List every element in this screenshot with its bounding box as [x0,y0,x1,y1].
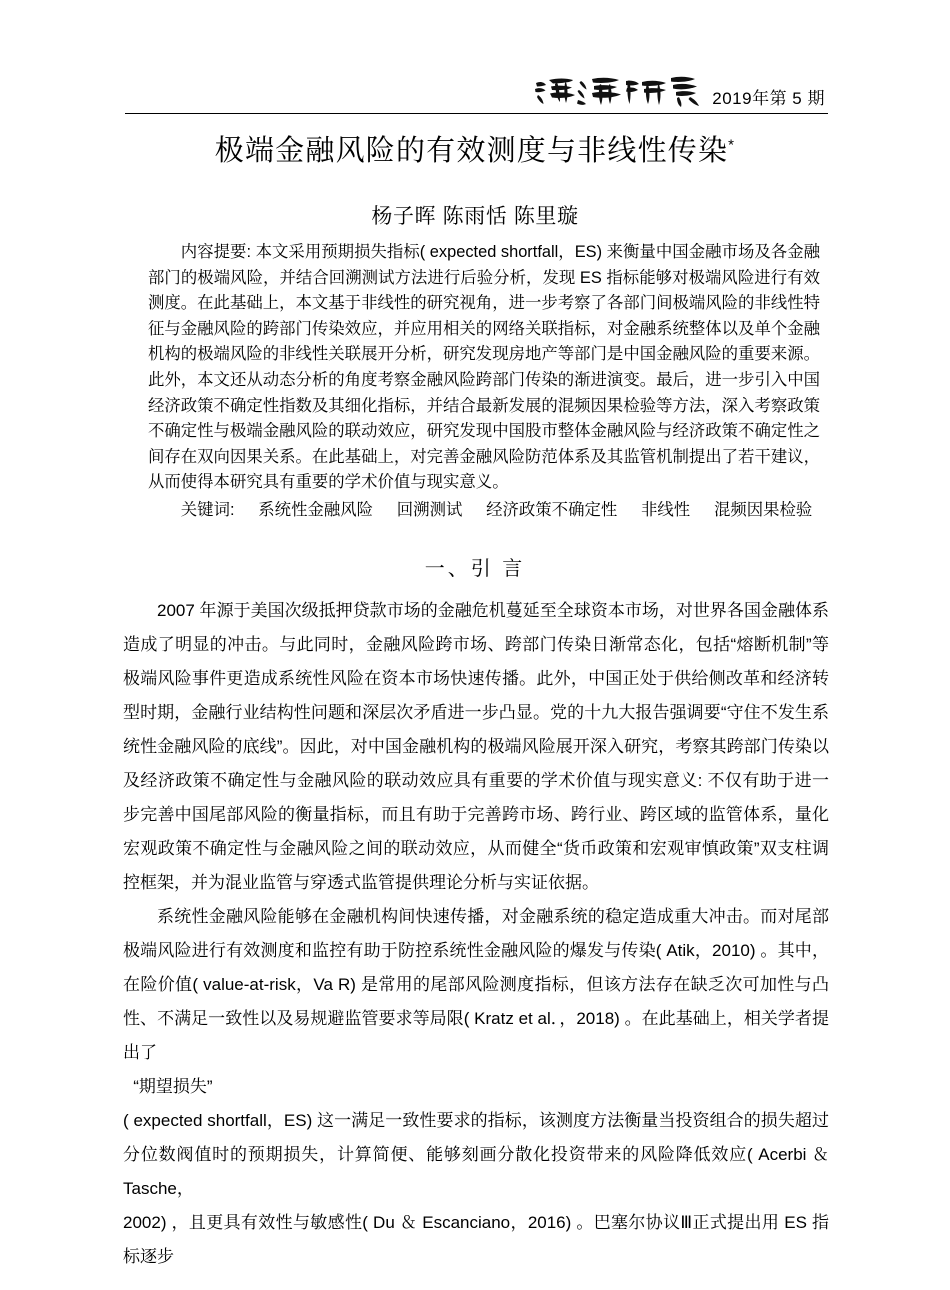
abstract-text: 内容提要: 本文采用预期损失指标( expected shortfall，ES) 来衡量中国金融市场及各金融部门的极端风险，并结合回溯测试方法进行后验分析，发现 ES 指标能够对极端风险进行有效测度。在此基础上，本文基于非线性的研究视角，进一步考察了各部门间极端风险的非线性特征与金融风险的跨部门传染效应，并应用相关的网络关联指标，对金融系统整体以及单个金融机构的极端风险的非线性关联展开分析，研究发现房地产等部门是中国金融风险的重要来源。此外，本文还从动态分析的角度考察金融风险跨部门传染的渐进演变。最后，进一步引入中国经济政策不确定性指数及其细化指标，并结合最新发展的混频因果检验等方法，深入考察政策不确定性与极端金融风险的联动效应，研究发现中国股市整体金融风险与经济政策不确定性之间存在双向因果关系。在此基础上，对完善金融风险防范体系及其监管机制提出了若干建议，从而使得本研究具有重要的学术价值与现实意义。 [148,243,821,492]
masthead-divider [125,113,828,114]
page-title [0,134,950,169]
keyword-item-2: 经济政策不确定性 [486,500,618,519]
keyword-item-4: 混频因果检验 [713,500,813,519]
keyword-item-3: 非线性 [641,500,691,519]
journal-logo-icon [531,70,706,110]
keyword-item-1: 回溯测试 [396,500,463,519]
issue-label: 2019年第 5 期 [712,89,825,108]
body-paragraph-2: 系统性金融风险能够在金融机构间快速传播，对金融系统的稳定造成重大冲击。而对尾部极端风险进行有效测度和监控有助于防控系统性金融风险的爆发与传染( Atik，2010) 。其中，在险价值( value-at-risk，Va R) 是常用的尾部风险测度指标，但该方法存在缺乏次可加性与凸性、不满足一致性以及易规避监管要求等局限( Kratz et al．，2018) 。在此基础上，相关学者提出了 [123,907,829,1062]
author-list: 杨子晖 陈雨恬 陈里璇 [371,205,579,228]
body-paragraph-2-line-b: ( expected shortfall，ES) 这一满足一致性要求的指标，该测度方法衡量当投资组合的损失超过分位数阀值时的预期损失，计算简便、能够刻画分散化投资带来的风险降低效应( Acerbi ＆ Tasche， [123,1111,829,1198]
body-paragraph-2-line-c: 2002) ，且更具有效性与敏感性( Du ＆ Escanciano，2016) 。巴塞尔协议Ⅲ正式提出用 ES 指标逐步 [123,1213,829,1266]
section-heading-introduction: 一、引 言 [424,558,526,580]
keywords-label: 关键词: [180,500,235,519]
keywords-line [148,498,820,524]
abstract-section [148,240,820,524]
body-content [123,594,829,1274]
body-paragraph-1: 2007 年源于美国次级抵押贷款市场的金融危机蔓延至全球资本市场，对世界各国金融体系造成了明显的冲击。与此同时，金融风险跨市场、跨部门传染日渐常态化，包括“熔断机制”等极端风险事件更造成系统性风险在资本市场快速传播。此外，中国正处于供给侧改革和经济转型时期，金融行业结构性问题和深层次矛盾进一步凸显。党的十九大报告强调要“守住不发生系统性金融风险的底线”。因此，对中国金融机构的极端风险展开深入研究，考察其跨部门传染以及经济政策不确定性与金融风险的联动效应具有重要的学术价值与现实意义: 不仅有助于进一步完善中国尾部风险的衡量指标，而且有助于完善跨市场、跨行业、跨区域的监管体系，量化宏观政策不确定性与金融风险之间的联动效应，从而健全“货币政策和宏观审慎政策”双支柱调控框架，并为混业监管与穿透式监管提供理论分析与实证依据。 [123,601,829,892]
title-footnote-marker: * [728,136,736,154]
title-text: 极端金融风险的有效测度与非线性传染 [214,135,729,167]
keyword-item-0: 系统性金融风险 [258,500,374,519]
body-paragraph-2-line-a: “期望损失” [133,1077,213,1096]
masthead [125,62,825,114]
